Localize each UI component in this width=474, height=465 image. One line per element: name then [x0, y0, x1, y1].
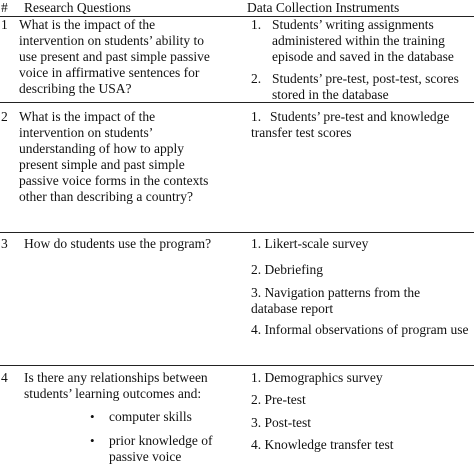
instrument-item: 3. Post-test	[251, 415, 312, 430]
row-divider	[0, 102, 474, 103]
row-divider	[0, 365, 474, 366]
research-question: Is there any relationships between students’ learning outcomes and:	[24, 370, 208, 401]
list-item: prior knowledge of	[109, 433, 213, 448]
bullet-icon: •	[90, 409, 95, 424]
instrument-item: Students’ pre-test, post-test, scores stored in the database	[272, 71, 459, 102]
research-question: What is the impact of the intervention on students’ understanding of how to apply present simple and past simple passive voice forms in the contexts other than describing a country?	[19, 109, 209, 204]
row-number: 2	[1, 109, 8, 124]
instrument-item: Students’ pre-test and knowledge transfer test scores	[251, 109, 450, 140]
instrument-number: 2.	[251, 71, 262, 86]
row-divider	[0, 232, 474, 233]
instrument-item: 4. Informal observations of program use	[251, 322, 469, 337]
header-data-collection-instruments: Data Collection Instruments	[247, 0, 400, 15]
research-question: What is the impact of the intervention on students’ ability to use present and past simple passive voice in affirmative sentences for describing the USA?	[19, 17, 210, 96]
list-item: passive voice	[109, 449, 182, 464]
row-number: 3	[1, 236, 8, 251]
instrument-number: 1.	[251, 109, 262, 124]
instrument-item: 4. Knowledge transfer test	[251, 437, 394, 452]
instrument-item: 3. Navigation patterns from the database report	[251, 285, 421, 316]
instrument-item: 1. Demographics survey	[251, 370, 383, 385]
instrument-item: 1. Likert-scale survey	[251, 236, 369, 251]
header-research-questions: Research Questions	[24, 0, 131, 15]
instrument-number: 1.	[251, 17, 262, 32]
header-num: #	[1, 0, 8, 15]
bullet-icon: •	[90, 433, 95, 448]
research-question: How do students use the program?	[24, 236, 212, 251]
instrument-item: Students’ writing assignments administered within the training episode and saved in the database	[272, 17, 454, 64]
row-number: 1	[1, 17, 8, 32]
row-number: 4	[1, 370, 8, 385]
list-item: computer skills	[109, 409, 192, 424]
instrument-item: 2. Pre-test	[251, 392, 306, 407]
instrument-item: 2. Debriefing	[251, 262, 323, 277]
